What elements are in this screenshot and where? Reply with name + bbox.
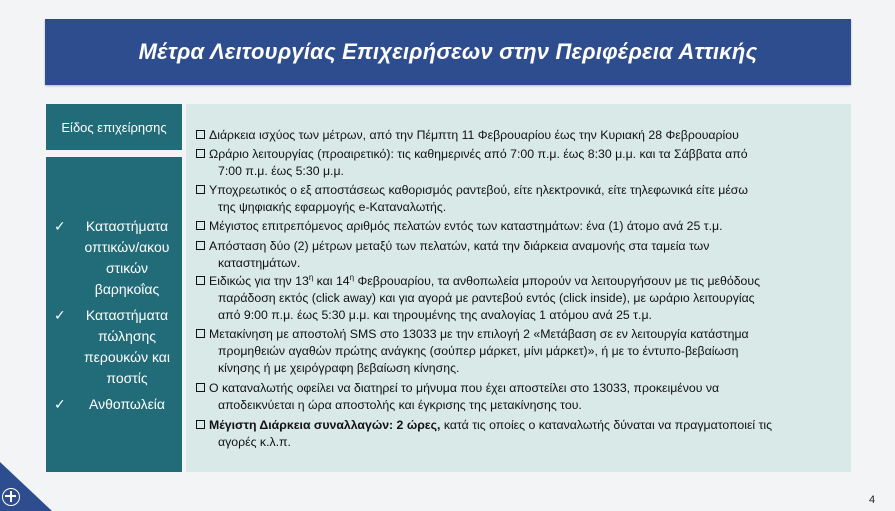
measure-text: Μετακίνηση με αποστολή SMS στο 13033 με την επιλογή 2 «Μετάβαση σε εν λειτουργία κατάστημα <box>209 327 749 341</box>
measure-text: της ψηφιακής εφαρμογής e-Καταναλωτής. <box>218 200 447 214</box>
measure-text-part: Φεβρουαρίου, τα ανθοπωλεία μπορούν να λειτουργήσουν με τις μεθόδους <box>354 274 761 288</box>
business-type-header <box>46 104 182 150</box>
measure-text-bold: Μέγιστη Διάρκεια συναλλαγών: 2 ώρες, <box>209 418 441 432</box>
checkbox-bullet-icon <box>196 420 205 429</box>
page-number: 4 <box>869 494 876 506</box>
category-line: Καταστήματα <box>85 218 169 234</box>
category-line: πώλησης <box>97 328 157 344</box>
measure-text: προμηθειών αγαθών πρώτης ανάγκης (σούπερ μάρκετ, μίνι μάρκετ)», ή με το έντυπο-βεβαίωση <box>218 344 739 358</box>
check-icon: ✓ <box>54 307 66 323</box>
measure-text-part: κατά τις οποίες ο καταναλωτής δύναται να πραγματοποιεί τις <box>440 418 773 432</box>
measure-text: Υποχρεωτικός ο εξ αποστάσεως καθορισμός ραντεβού, είτε ηλεκτρονικά, είτε τηλεφωνικά είτε μέσω <box>209 183 748 197</box>
category-line: Ανθοπωλεία <box>88 396 166 412</box>
checkbox-bullet-icon <box>196 185 205 194</box>
measure-text: καταστημάτων. <box>218 256 301 270</box>
measure-text-part: Ειδικώς για την 13 <box>209 274 309 288</box>
page-title: Μέτρα Λειτουργίας Επιχειρήσεων στην Περιφέρεια Αττικής <box>138 39 758 64</box>
measure-text: Διάρκεια ισχύος των μέτρων, από την Πέμπτη 11 Φεβρουαρίου έως την Κυριακή 28 Φεβρουαρίου <box>209 128 739 142</box>
measure-text: Ο καταναλωτής οφείλει να διατηρεί το μήνυμα που έχει αποστείλει στο 13033, προκειμένου να <box>209 381 720 395</box>
check-icon: ✓ <box>54 218 66 234</box>
superscript: η <box>349 272 355 282</box>
check-icon: ✓ <box>54 396 66 412</box>
measure-text: Απόσταση δύο (2) μέτρων μεταξύ των πελατών, κατά την διάρκεια αναμονής στα ταμεία των <box>209 239 710 253</box>
checkbox-bullet-icon <box>196 329 205 338</box>
checkbox-bullet-icon <box>196 276 205 285</box>
checkbox-bullet-icon <box>196 383 205 392</box>
superscript: η <box>308 272 314 282</box>
measure-text: κίνησης ή με χειρόγραφη βεβαίωση κίνησης. <box>218 361 460 375</box>
business-type-label: Είδος επιχείρησης <box>61 119 167 135</box>
measure-text-part: και 14 <box>313 274 350 288</box>
checkbox-bullet-icon <box>196 221 205 230</box>
measure-text: 7:00 π.μ. έως 5:30 μ.μ. <box>218 164 344 178</box>
measure-text: Μέγιστος επιτρεπόμενος αριθμός πελατών εντός των καταστημάτων: ένα (1) άτομο ανά 25 τ.μ. <box>209 219 723 233</box>
measure-text: αγορές κ.λ.π. <box>218 435 291 449</box>
checkbox-bullet-icon <box>196 241 205 250</box>
measure-text: Ωράριο λειτουργίας (προαιρετικό): τις καθημερινές από 7:00 π.μ. έως 8:30 μ.μ. και τα Σάββατα από <box>209 147 748 161</box>
title-banner <box>45 19 851 85</box>
cross-emblem-icon <box>2 488 20 506</box>
measures-panel <box>186 104 851 472</box>
measure-text <box>209 417 772 434</box>
measure-text: από 9:00 π.μ. έως 5:30 μ.μ. και τηρουμένης της αναλογίας 1 ατόμου ανά 25 τ.μ. <box>218 308 652 322</box>
category-line: Καταστήματα <box>85 307 169 323</box>
measure-text: αποδεικνύεται η ώρα αποστολής και έγκρισης της μετακίνησης του. <box>218 398 582 412</box>
measure-text: παράδοση εκτός (click away) και για αγορά με ραντεβού εντός (click inside), με ωράριο λειτουργίας <box>218 291 755 305</box>
category-line: στικών <box>105 260 149 276</box>
measure-text <box>209 273 760 290</box>
category-line: βαρηκοΐας <box>94 281 160 297</box>
category-line: οπτικών/ακου <box>84 239 170 255</box>
business-categories-panel <box>46 157 182 472</box>
checkbox-bullet-icon <box>196 130 205 139</box>
category-line: ποστίς <box>106 370 148 386</box>
checkbox-bullet-icon <box>196 149 205 158</box>
category-line: περουκών και <box>84 349 170 365</box>
